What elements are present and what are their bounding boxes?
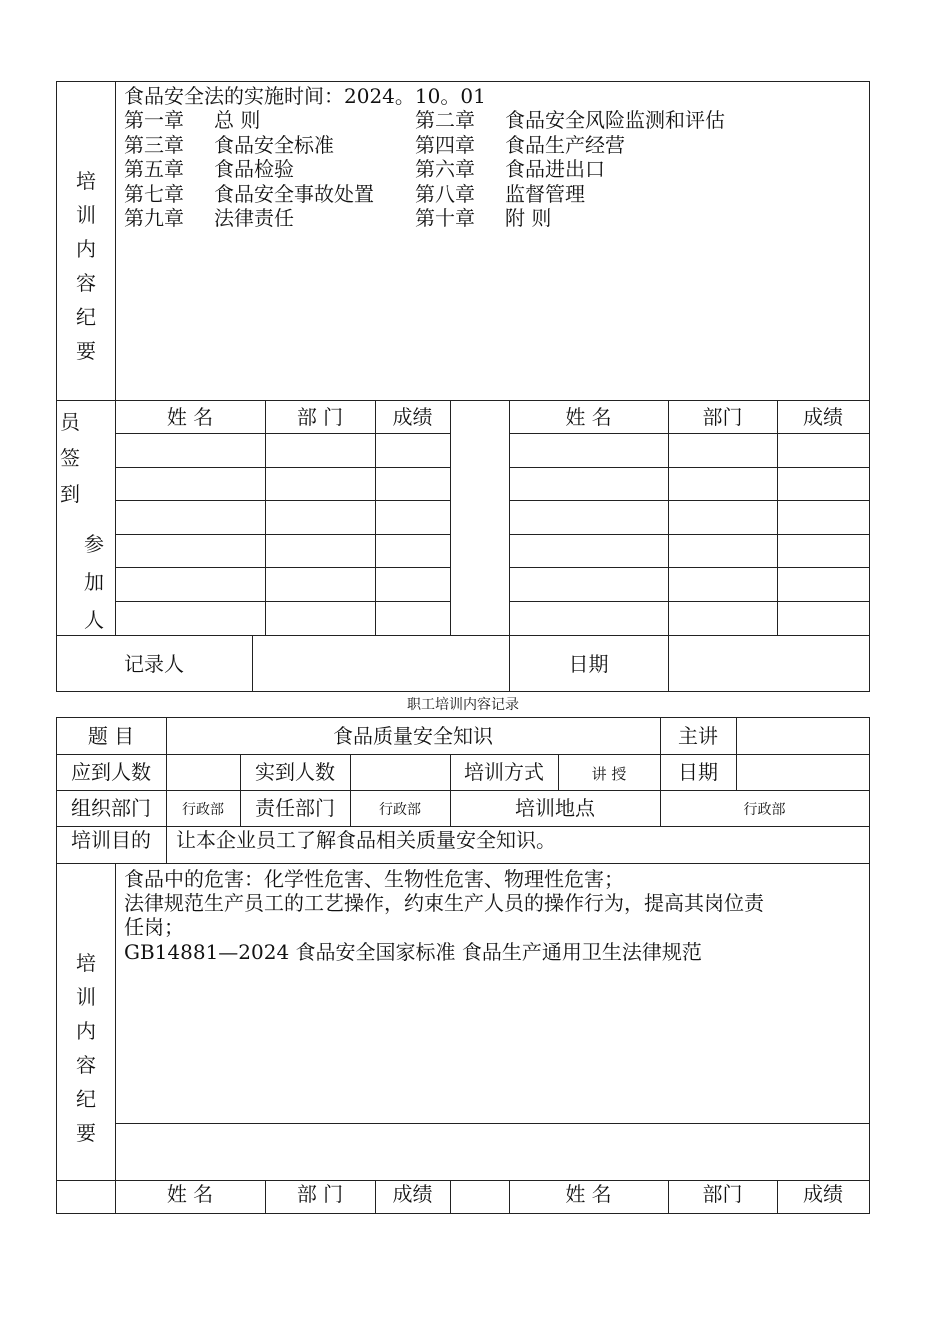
- chapter-num: 第十章: [415, 206, 475, 230]
- training-content-side-label: 培 训 内 容 纪 要: [76, 951, 96, 1145]
- location-label: 培训地点: [515, 796, 595, 820]
- content-line: 任岗；: [124, 915, 184, 939]
- chapter-num: 第九章: [124, 206, 184, 230]
- chapter-title: 总 则: [214, 108, 261, 132]
- col-header-name: 姓 名: [166, 1182, 214, 1206]
- training-method-label: 培训方式: [464, 760, 544, 784]
- training-content-side-label: 培 训 内 容 纪 要: [76, 169, 96, 363]
- content-line: GB14881—2024 食品安全国家标准 食品生产通用卫生法律规范: [124, 940, 702, 964]
- resp-dept-label: 责任部门: [255, 796, 335, 820]
- col-header-score: 成绩: [803, 1182, 843, 1206]
- chapter-title: 食品进出口: [505, 157, 605, 181]
- location-value: 行政部: [743, 802, 786, 818]
- lecturer-value: [736, 718, 869, 754]
- chapter-title: 附 则: [505, 206, 552, 230]
- col-header-score: 成绩: [392, 1182, 433, 1206]
- chapter-num: 第七章: [124, 182, 184, 206]
- col-header-name: 姓 名: [565, 405, 612, 429]
- chapter-title: 监督管理: [505, 182, 585, 206]
- chapter-title: 食品安全风险监测和评估: [505, 108, 725, 132]
- org-dept-label: 组织部门: [71, 796, 151, 820]
- chapter-num: 第三章: [124, 133, 184, 157]
- col-header-score: 成绩: [392, 405, 433, 429]
- resp-dept-value: 行政部: [379, 802, 421, 818]
- col-header-dept: 部 门: [296, 1182, 344, 1206]
- chapter-title: 食品检验: [214, 157, 294, 181]
- chapter-num: 第五章: [124, 157, 184, 181]
- chapter-title: 食品安全事故处置: [214, 182, 374, 206]
- lecturer-label: 主讲: [678, 724, 718, 748]
- chapter-num: 第二章: [415, 108, 475, 132]
- col-header-dept: 部门: [702, 405, 743, 429]
- col-header-dept: 部 门: [296, 405, 344, 429]
- purpose-value: 让本企业员工了解食品相关质量安全知识。: [176, 828, 556, 852]
- topic-label: 题 目: [87, 724, 135, 748]
- col-header-dept: 部门: [702, 1182, 743, 1206]
- chapter-title: 食品生产经营: [505, 133, 625, 157]
- chapter-num: 第六章: [415, 157, 475, 181]
- col-header-name: 姓 名: [565, 1182, 612, 1206]
- org-dept-value: 行政部: [182, 802, 224, 818]
- expected-attendance-label: 应到人数: [71, 760, 151, 784]
- date-label: 日期: [678, 760, 718, 784]
- col-header-score: 成绩: [803, 405, 843, 429]
- purpose-label: 培训目的: [71, 828, 151, 852]
- form-caption: 职工培训内容记录: [407, 697, 519, 713]
- content-line: 法律规范生产员工的工艺操作，约束生产人员的操作行为，提高其岗位责: [124, 891, 764, 915]
- chapter-title: 食品安全标准: [214, 133, 334, 157]
- sign-in-label: 员 签 到: [60, 410, 80, 506]
- training-method-value: 讲 授: [591, 765, 627, 783]
- chapter-title: 法律责任: [214, 206, 294, 230]
- participants-label: 参 加 人: [84, 532, 104, 632]
- chapter-num: 第八章: [415, 182, 475, 206]
- content-line: 食品中的危害：化学性危害、生物性危害、物理性危害；: [124, 867, 624, 891]
- col-header-name: 姓 名: [166, 405, 214, 429]
- topic-value: 食品质量安全知识: [333, 724, 493, 748]
- chapter-num: 第四章: [415, 133, 475, 157]
- date-label: 日期: [568, 652, 609, 676]
- implementation-date-line: 食品安全法的实施时间：2024。10。01: [124, 84, 486, 108]
- actual-attendance-label: 实到人数: [255, 760, 335, 784]
- chapter-num: 第一章: [124, 108, 184, 132]
- recorder-label: 记录人: [124, 652, 184, 676]
